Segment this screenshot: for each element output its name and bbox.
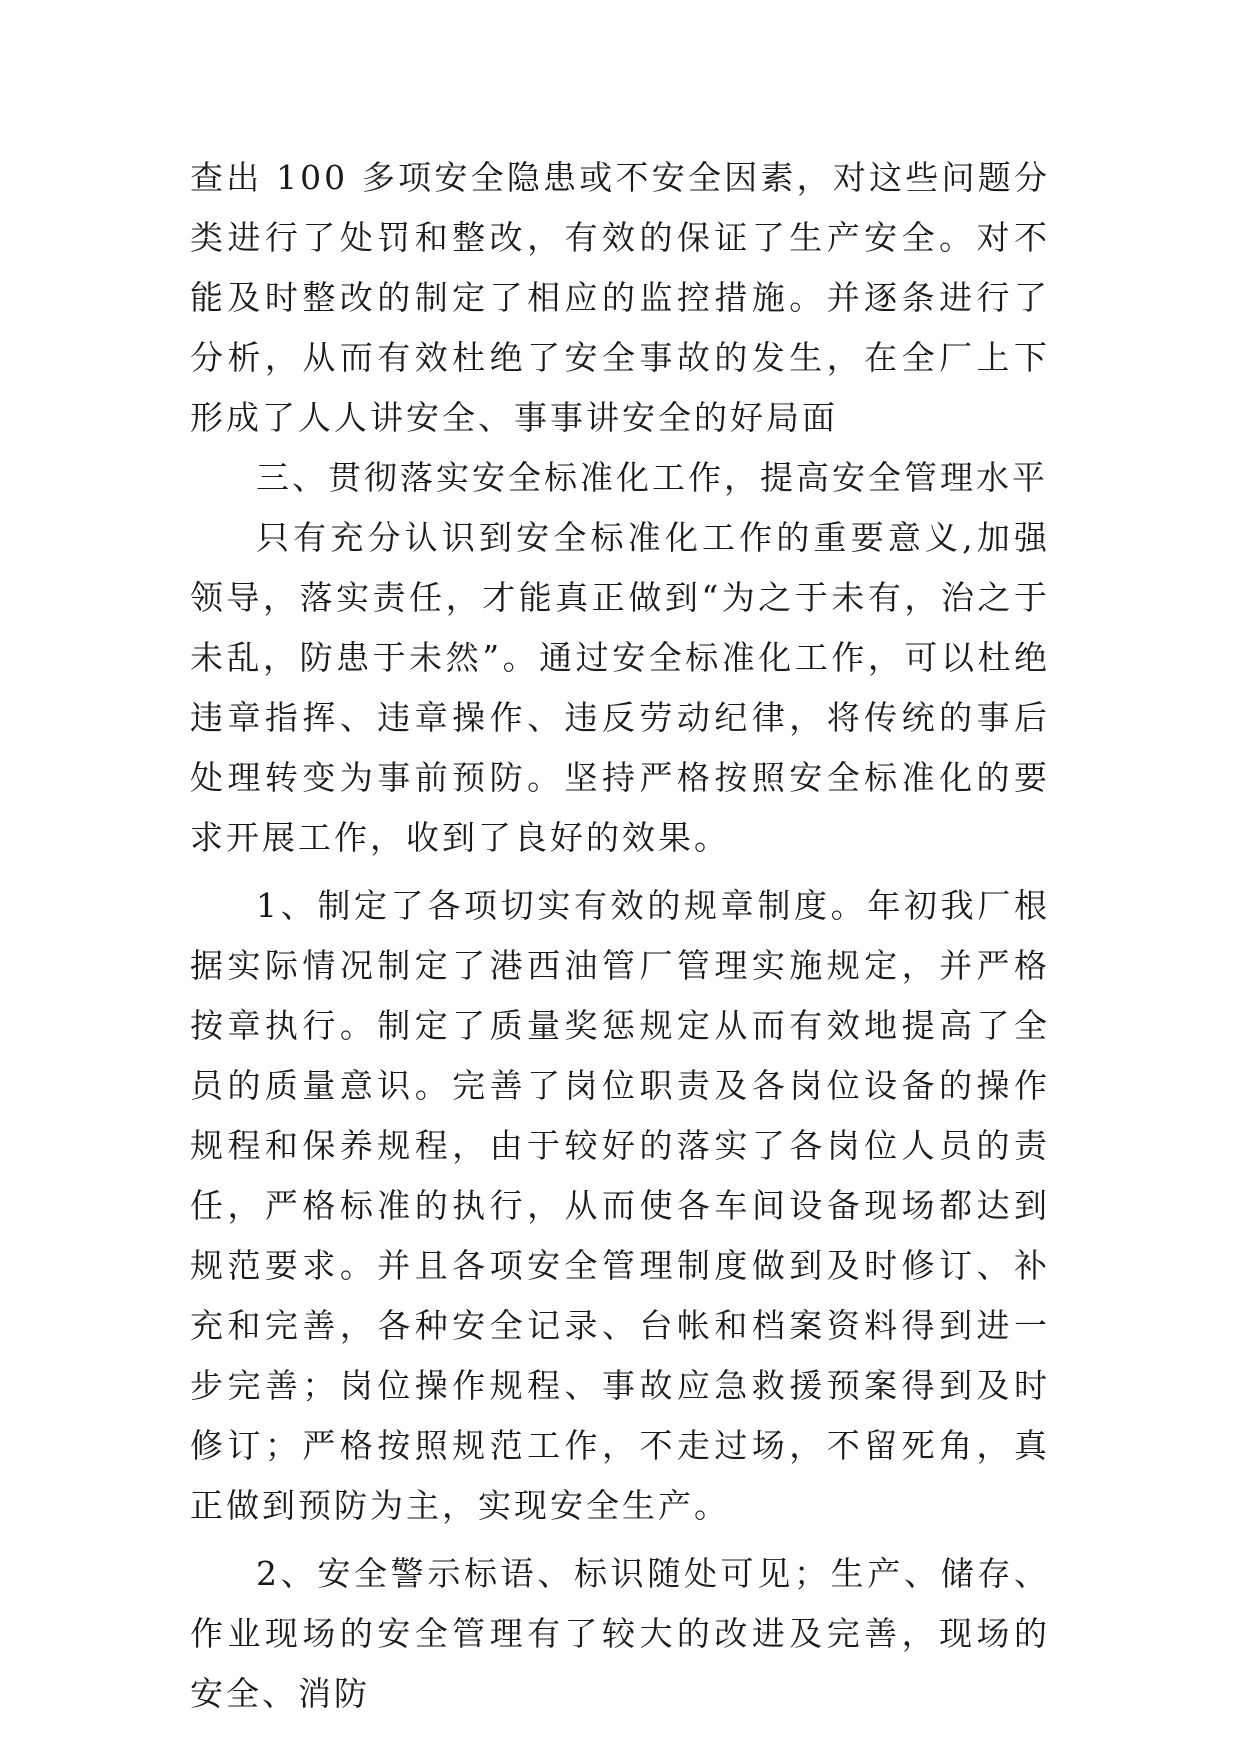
paragraph-standardization: 只有充分认识到安全标准化工作的重要意义,加强领导，落实责任，才能真正做到“为之于未有，治之于未乱，防患于未然”。通过安全标准化工作，可以杜绝违章指挥、违章操作、违反劳动纪律，将传统的事后处理转变为事前预防。坚持严格按照安全标准化的要求开展工作，收到了良好的效果。 — [190, 518, 1050, 857]
paragraph-item-2: 2、安全警示标语、标识随处可见；生产、储存、作业现场的安全管理有了较大的改进及完善，现场的安全、消防 — [190, 1554, 1050, 1713]
section-heading: 三、贯彻落实安全标准化工作，提高安全管理水平 — [256, 458, 1048, 497]
document-body — [190, 148, 1050, 1724]
paragraph-item-1: 1、制定了各项切实有效的规章制度。年初我厂根据实际情况制定了港西油管厂管理实施规定，并严格按章执行。制定了质量奖惩规定从而有效地提高了全员的质量意识。完善了岗位职责及各岗位设备的操作规程和保养规程，由于较好的落实了各岗位人员的责任，严格标准的执行，从而使各车间设备现场都达到规范要求。并且各项安全管理制度做到及时修订、补充和完善，各种安全记录、台帐和档案资料得到进一步完善；岗位操作规程、事故应急救援预案得到及时修订；严格按照规范工作，不走过场，不留死角，真正做到预防为主，实现安全生产。 — [190, 886, 1050, 1525]
paragraph-continuation: 查出 100 多项安全隐患或不安全因素，对这些问题分类进行了处罚和整改，有效的保证了生产安全。对不能及时整改的制定了相应的监控措施。并逐条进行了分析，从而有效杜绝了安全事故的发生，在全厂上下形成了人人讲安全、事事讲安全的好局面 — [190, 158, 1050, 437]
